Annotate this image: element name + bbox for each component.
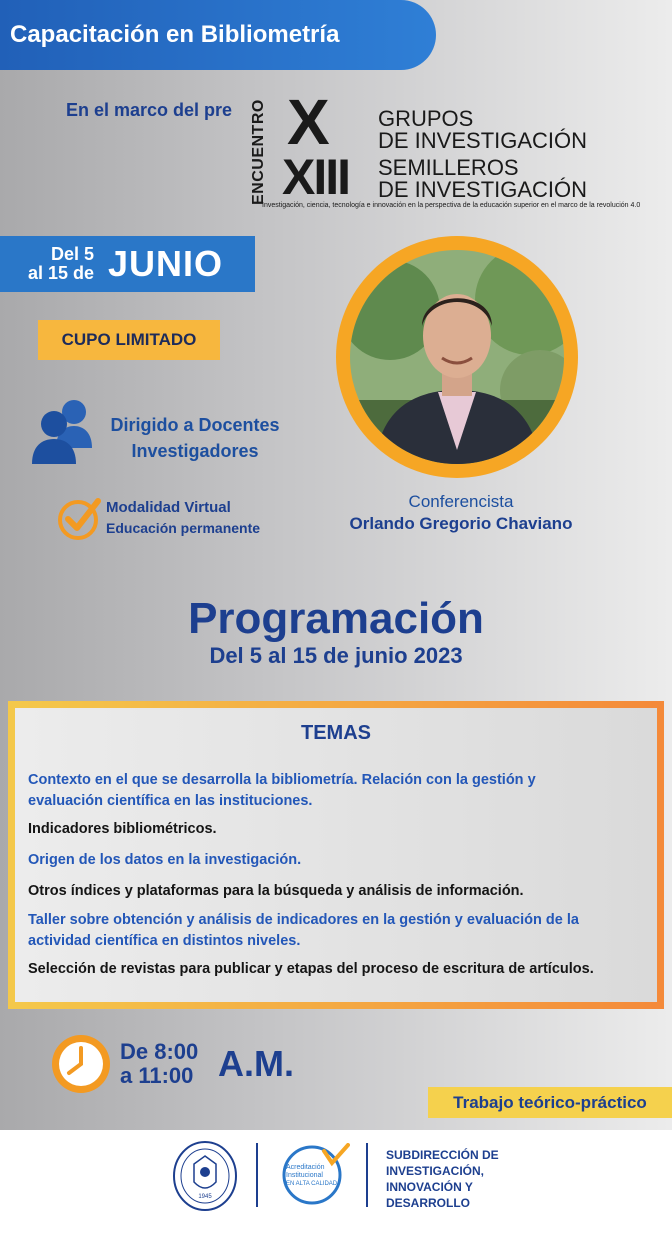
topic-item: Selección de revistas para publicar y etapas del proceso de escritura de artículos.	[28, 961, 594, 977]
accreditation-icon	[278, 1143, 350, 1209]
encuentro-numeral-top: X	[287, 86, 330, 158]
page-title: Capacitación en Bibliometría	[10, 21, 340, 48]
topic-item: Otros índices y plataformas para la búsqueda y análisis de información.	[28, 883, 524, 899]
topics-title: TEMAS	[301, 722, 371, 744]
seal-year: 1945	[198, 1194, 212, 1200]
encuentro-title-semilleros: SEMILLEROS DE INVESTIGACIÓN	[378, 155, 588, 202]
date-range: Del 5 al 15 de	[27, 244, 94, 283]
topic-item: Indicadores bibliométricos.	[28, 821, 217, 837]
university-seal-icon	[172, 1140, 238, 1212]
event-intro: En el marco del pre	[66, 100, 233, 120]
svg-text:Institucional: Institucional	[286, 1172, 323, 1179]
modality-text: Modalidad Virtual Educación permanente	[106, 499, 261, 536]
footer-divider	[366, 1143, 368, 1207]
encuentro-title-groups: GRUPOS DE INVESTIGACIÓN	[378, 106, 588, 153]
schedule-hours: De 8:00 a 11:00	[120, 1039, 199, 1088]
speaker-photo	[350, 250, 564, 464]
encuentro-label: ENCUENTRO	[250, 99, 267, 205]
check-circle-icon	[56, 495, 102, 541]
speaker-label: Conferencista	[408, 492, 514, 511]
program-title: Programación	[188, 594, 484, 643]
schedule-period: A.M.	[218, 1043, 294, 1084]
svg-text:EN ALTA CALIDAD: EN ALTA CALIDAD	[286, 1181, 338, 1187]
footer-divider	[256, 1143, 258, 1207]
clock-icon	[50, 1033, 112, 1095]
cupo-badge: CUPO LIMITADO	[38, 320, 220, 360]
speaker-name: Orlando Gregorio Chaviano	[349, 514, 573, 533]
date-banner	[0, 236, 255, 292]
program-dates: Del 5 al 15 de junio 2023	[209, 643, 463, 668]
encuentro-tagline: Investigación, ciencia, tecnología e innovación en la perspectiva de la educación superior en el marco de la revolución 4.0	[262, 202, 641, 209]
encuentro-numeral-bottom: XIII	[282, 149, 350, 205]
svg-text:Acreditación: Acreditación	[286, 1164, 325, 1171]
date-month: JUNIO	[108, 243, 224, 284]
title-banner	[0, 0, 436, 70]
workshop-badge: Trabajo teórico-práctico	[428, 1087, 672, 1118]
speaker-photo-frame	[336, 236, 578, 478]
topic-item: Contexto en el que se desarrolla la bibliometría. Relación con la gestión y evaluación científica en las instituciones.	[28, 772, 536, 809]
subdireccion-text: SUBDIRECCIÓN DE INVESTIGACIÓN, INNOVACIÓN Y DESARROLLO	[386, 1148, 499, 1210]
topic-item: Origen de los datos en la investigación.	[28, 852, 302, 868]
audience-text: Dirigido a Docentes Investigadores	[110, 415, 280, 461]
people-icon	[32, 398, 94, 466]
topic-item: Taller sobre obtención y análisis de indicadores en la gestión y evaluación de la actividad científica en distintos niveles.	[28, 912, 579, 949]
